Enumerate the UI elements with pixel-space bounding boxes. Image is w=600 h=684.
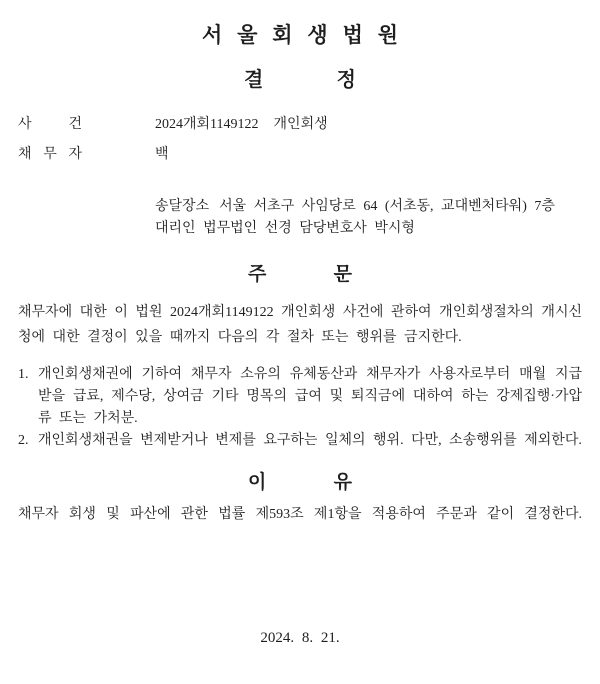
document-type-title: 결 정	[244, 69, 356, 91]
debtor-label: 채 무 자	[18, 147, 82, 162]
service-address-value: 서울 서초구 사임당로 64 (서초동, 교대벤처타워) 7층	[219, 199, 555, 214]
order-intro-paragraph: 채무자에 대한 이 법원 2024개회1149122 개인회생 사건에 관하여 개인회생절차의 개시신청에 대한 결정이 있을 때까지 다음의 각 절차 또는 행위를 금지한다.	[18, 305, 582, 345]
order-item-list	[18, 364, 582, 452]
order-item-2	[18, 430, 582, 452]
order-section-header: 주 문	[248, 264, 352, 285]
reason-section-header: 이 유	[248, 472, 352, 493]
debtor-row	[18, 147, 582, 163]
case-number-label: 사 건	[18, 117, 82, 132]
reason-paragraph: 채무자 회생 및 파산에 관한 법률 제593조 제1항을 적용하여 주문과 같이 결정한다.	[18, 507, 582, 522]
debtor-name: 백	[155, 147, 169, 162]
decision-date: 2024. 8. 21.	[260, 630, 340, 646]
party-detail-section	[155, 196, 582, 240]
case-number-row	[18, 117, 582, 133]
court-name-title: 서 울 회 생 법 원	[202, 24, 398, 47]
attorney-line: 대리인 법무법인 선경 담당변호사 박시형	[155, 221, 415, 236]
service-address-line	[155, 196, 582, 218]
service-address-label: 송달장소	[155, 199, 210, 214]
order-item-2-number: 2.	[18, 433, 29, 448]
order-item-1-number: 1.	[18, 367, 29, 382]
case-info-section	[18, 117, 582, 163]
order-item-1	[18, 364, 582, 430]
order-item-2-text: 개인회생채권을 변제받거나 변제를 요구하는 일체의 행위. 다만, 소송행위를 제외한다.	[38, 433, 582, 448]
order-item-1-text: 개인회생채권에 기하여 채무자 소유의 유체동산과 채무자가 사용자로부터 매월 지급받을 급료, 제수당, 상여금 기타 명목의 급여 및 퇴직금에 대하여 하는 강제집행·가압류 또는 가처분.	[38, 367, 582, 426]
case-number-value: 2024개회1149122 개인회생	[155, 117, 328, 132]
